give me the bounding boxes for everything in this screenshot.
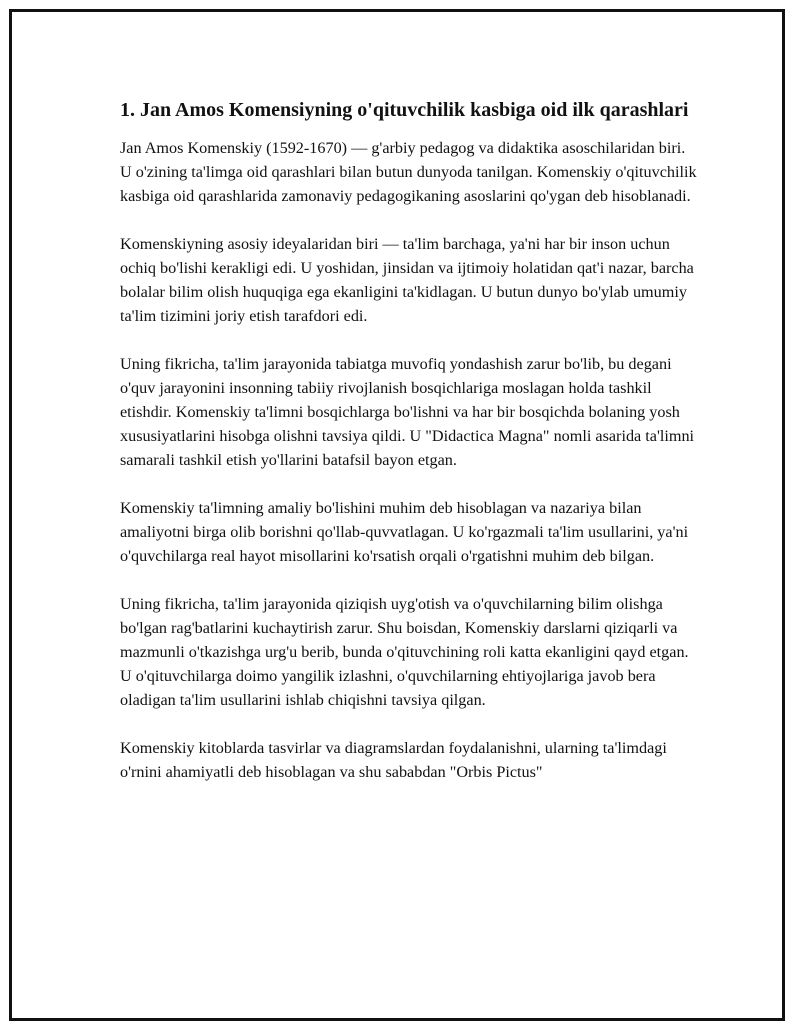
paragraph-3: Uning fikricha, ta'lim jarayonida tabiatga muvofiq yondashish zarur bo'lib, bu degani o'quv jarayonini insonning tabiiy rivojlanish bosqichlariga moslagan holda tashkil etishdir. Komenskiy ta'limni bosqichlarga bo'lishni va har bir bosqichda bolaning yosh xususiyatlarini hisobga olishni tavsiya qildi. U "Didactica Magna" nomli asarida ta'limni samarali tashkil etish yo'llarini batafsil bayon etgan.: [120, 355, 695, 469]
paragraph-4: Komenskiy ta'limning amaliy bo'lishini muhim deb hisoblagan va nazariya bilan amaliyotni birga olib borishni qo'llab-quvvatlagan. U ko'rgazmali ta'lim usullarini, ya'ni o'quvchilarga real hayot misollarini ko'rsatish orqali o'rgatishni muhim deb bilgan.: [120, 499, 689, 565]
paragraph-2: Komenskiyning asosiy ideyalaridan biri — ta'lim barchaga, ya'ni har bir inson uchun ochiq bo'lishi kerakligi edi. U yoshidan, jinsidan va ijtimoiy holatidan qat'i nazar, barcha bolalar bilim olish huquqiga ega ekanligini ta'kidlagan. U butun dunyo bo'ylab umumiy ta'lim tizimini joriy etish tarafdori edi.: [120, 235, 694, 325]
paragraph-1: Jan Amos Komenskiy (1592-1670) — g'arbiy pedagog va didaktika asoschilaridan biri. U o'zining ta'limga oid qarashlari bilan butun dunyoda tanilgan. Komenskiy o'qituvchilik kasbiga oid qarashlarida zamonaviy pedagogikaning asoslarini qo'ygan deb hisoblanadi.: [120, 139, 697, 205]
paragraph-6: Komenskiy kitoblarda tasvirlar va diagramslardan foydalanishni, ularning ta'limdagi o'rnini ahamiyatli deb hisoblagan va shu sababdan "Orbis Pictus": [120, 739, 667, 781]
section-title: 1. Jan Amos Komensiyning o'qituvchilik kasbiga oid ilk qarashlari: [120, 99, 689, 121]
paragraph-5: Uning fikricha, ta'lim jarayonida qiziqish uyg'otish va o'quvchilarning bilim olishga bo'lgan rag'batlarini kuchaytirish zarur. Shu boisdan, Komenskiy darslarni qiziqarli va mazmunli o'tkazishga urg'u berib, bunda o'qituvchining roli katta ekanligini qayd etgan. U o'qituvchilarga doimo yangilik izlashni, o'quvchilarning ehtiyojlariga javob bera oladigan ta'lim usullarini ishlab chiqishni tavsiya qilgan.: [120, 595, 689, 709]
document-body: [120, 96, 700, 808]
page-frame: [9, 9, 785, 1021]
